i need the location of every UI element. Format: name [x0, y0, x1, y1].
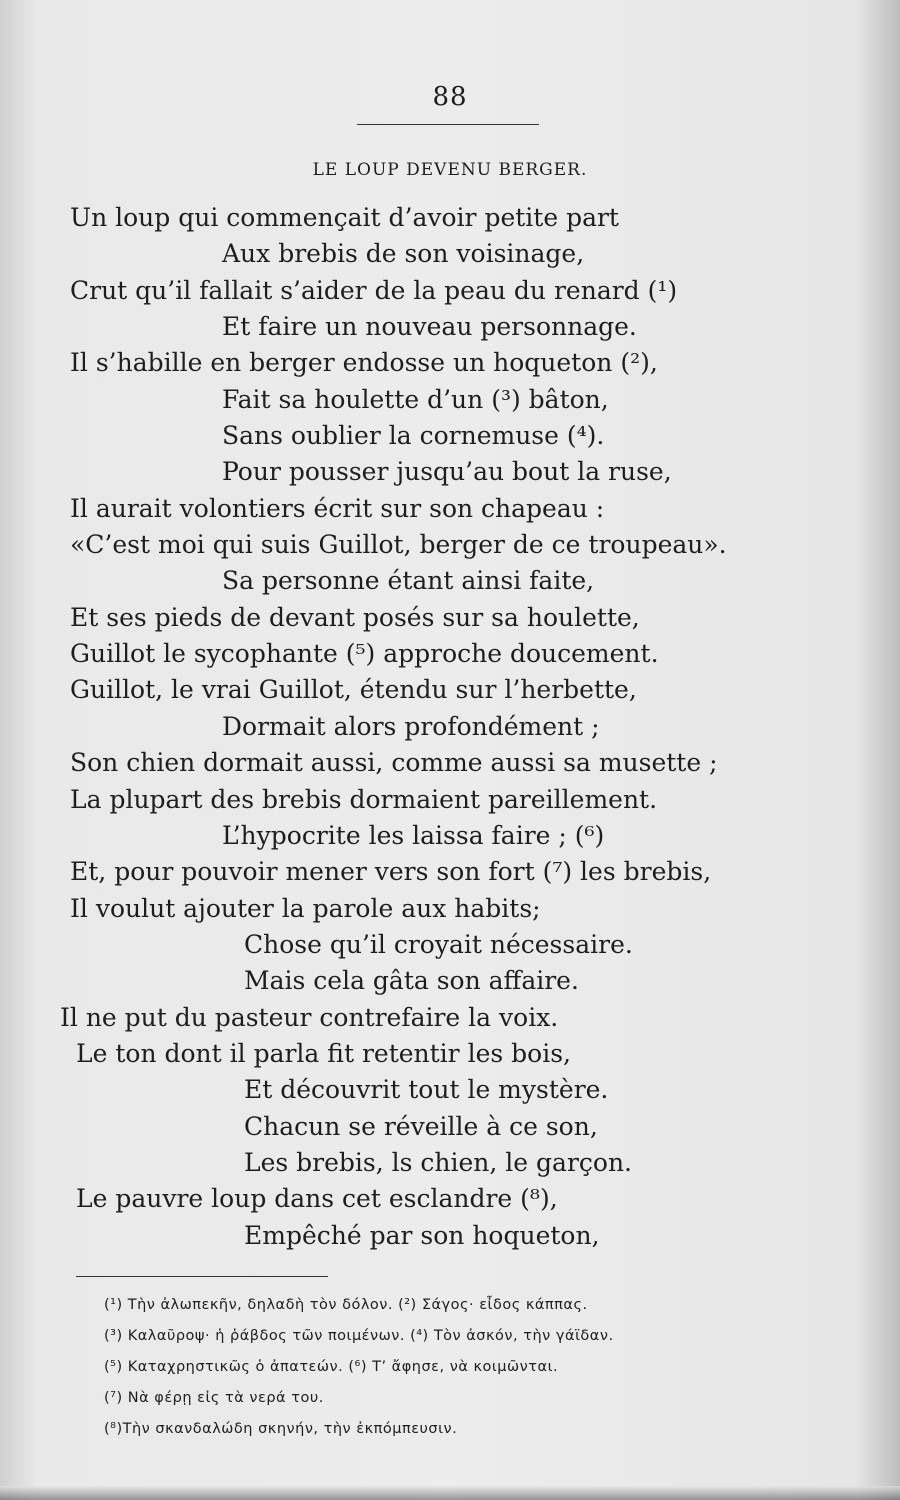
page-number: 88 — [432, 82, 468, 112]
poem-line: Guillot, le vrai Guillot, étendu sur l’herbette, — [70, 675, 637, 705]
footnote: (⁷) Νὰ φέρῃ εἰς τὰ νερά του. — [104, 1390, 324, 1406]
header-rule — [357, 124, 539, 125]
page-edge-shadow — [0, 1486, 900, 1500]
poem-line: L’hypocrite les laissa faire ; (⁶) — [222, 820, 605, 850]
poem-line: Il ne put du pasteur contrefaire la voix. — [60, 1002, 559, 1032]
footnote: (⁸)Τὴν σκανδαλώδη σκηνήν, τὴν ἐκπόμπευσιν. — [104, 1421, 458, 1437]
poem-line: Sans oublier la cornemuse (⁴). — [222, 421, 605, 451]
footnote: (⁵) Καταχρηστικῶς ὁ ἀπατεών. (⁶) Τ’ ἄφησε, νὰ κοιμῶνται. — [104, 1359, 559, 1375]
poem-line: Aux brebis de son voisinage, — [222, 239, 585, 269]
poem-line: Pour pousser jusqu’au bout la ruse, — [222, 457, 672, 487]
poem-line: Les brebis, ls chien, le garçon. — [244, 1147, 633, 1177]
poem-line: Sa personne étant ainsi faite, — [222, 566, 595, 596]
poem-line: Et faire un nouveau personnage. — [222, 312, 637, 342]
footnote: (³) Καλαῦροψ· ἡ ῥάβδος τῶν ποιμένων. (⁴) Τὸν ἀσκόν, τὴν γάϊδαν. — [104, 1328, 614, 1344]
footnote-rule — [76, 1276, 328, 1277]
poem — [0, 200, 900, 1254]
footnote: (¹) Τὴν ἀλωπεκῆν, δηλαδὴ τὸν δόλον. (²) Σάγος· εἶδος κάππας. — [104, 1297, 588, 1313]
poem-line: Dormait alors profondément ; — [222, 711, 600, 741]
poem-line: Et, pour pouvoir mener vers son fort (⁷) les brebis, — [70, 857, 712, 887]
poem-line: La plupart des brebis dormaient pareillement. — [70, 784, 658, 814]
poem-line: Son chien dormait aussi, comme aussi sa musette ; — [70, 748, 718, 778]
poem-line: Le ton dont il parla fit retentir les bois, — [76, 1038, 571, 1068]
poem-line: Chacun se réveille à ce son, — [244, 1111, 598, 1141]
footnotes — [104, 1290, 864, 1445]
poem-line: Crut qu’il fallait s’aider de la peau du renard (¹) — [70, 275, 678, 305]
poem-line: Il aurait volontiers écrit sur son chapeau : — [70, 493, 605, 523]
poem-line: Guillot le sycophante (⁵) approche doucement. — [70, 639, 659, 669]
poem-line: «C’est moi qui suis Guillot, berger de ce troupeau». — [70, 530, 727, 560]
poem-line: Chose qu’il croyait nécessaire. — [244, 929, 633, 959]
poem-line: Il s’habille en berger endosse un hoqueton (²), — [70, 348, 658, 378]
poem-line: Et ses pieds de devant posés sur sa houlette, — [70, 602, 640, 632]
poem-line: Un loup qui commençait d’avoir petite part — [70, 203, 619, 232]
poem-line: Et découvrit tout le mystère. — [244, 1075, 609, 1105]
fable-title: LE LOUP DEVENU BERGER. — [312, 160, 588, 180]
poem-line: Le pauvre loup dans cet esclandre (⁸), — [76, 1184, 558, 1214]
poem-line: Mais cela gâta son affaire. — [244, 966, 579, 996]
poem-line: Fait sa houlette d’un (³) bâton, — [222, 384, 609, 414]
poem-line: Il voulut ajouter la parole aux habits; — [70, 893, 541, 923]
poem-line: Empêché par son hoqueton, — [244, 1220, 600, 1250]
